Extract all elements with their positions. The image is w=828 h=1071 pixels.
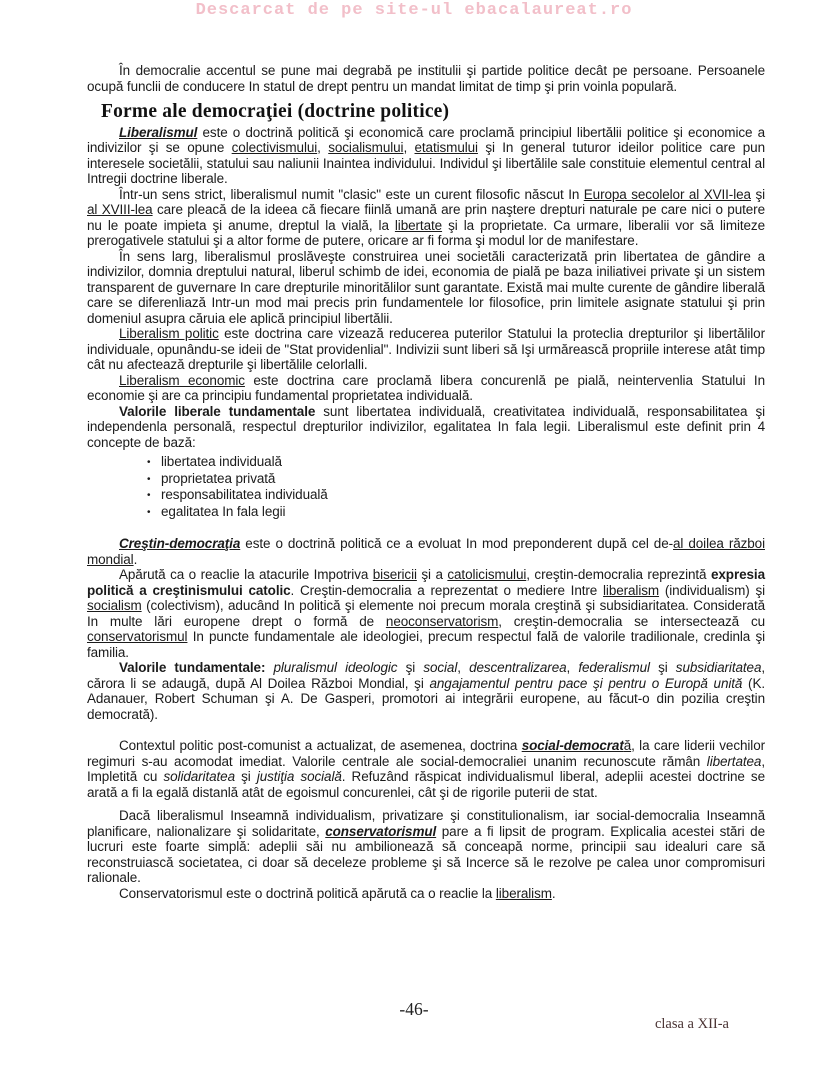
page-number: -46- (399, 999, 429, 1019)
para-crestin-democratia-aparitie (87, 567, 765, 660)
text-run: catolicismului (447, 567, 527, 582)
bullet-item-label: egalitatea In fala legii (161, 503, 286, 519)
text-run: ă (623, 738, 632, 753)
text-run: , (566, 660, 579, 675)
text-run: şi (649, 660, 676, 675)
para-liberalism-sens-larg (87, 249, 765, 327)
text-run: (individualism) şi (659, 582, 765, 598)
text-run: justiţia socială (256, 769, 342, 784)
text-run: Conservatorismul este o doctrină politică apărută ca o reaclie la (119, 885, 496, 901)
bullet-icon: • (147, 490, 151, 501)
text-run: angajamentul pentru pace şi pentru o Europă unită (429, 675, 743, 691)
text-run: al XVIII-lea (87, 202, 153, 217)
gap-3 (87, 800, 765, 808)
text-run: Liberalism economic (119, 372, 245, 388)
text-run: este doctrina care vizează reducerea puterilor Statului la proteclia drepturilor şi libertălilor individuale, opunându-se ideii de "Stat providenlial". Indivizii sunt liberi să Işi urmărească propriile interese atât timp cât nu afectează drepturile şi libertălile celorlalli. (87, 326, 765, 372)
text-run: Europa secolelor al XVII-lea (583, 186, 751, 202)
text-run: Valorile tundamentale: (119, 660, 266, 675)
text-run: Liberalism politic (119, 326, 219, 341)
bullet-item (147, 487, 765, 504)
text-run: Apărută ca o reaclie la atacurile Impotriva (119, 567, 373, 582)
bullet-item-label: proprietatea privată (161, 470, 276, 486)
text-run: solidaritatea (163, 769, 235, 784)
bullet-item (147, 504, 765, 521)
bullet-icon: • (147, 506, 151, 518)
text-run: libertate (394, 217, 443, 233)
class-label: clasa a XII-a (654, 1016, 729, 1032)
text-run: . (133, 551, 138, 567)
text-run: liberalism (495, 885, 552, 901)
gap-1 (87, 520, 765, 536)
heading-forme-ale-democratiei: Forme ale democraţiei (doctrine politice) (101, 101, 450, 122)
text-run: , Impletită cu (87, 753, 765, 784)
text-run: Dacă liberalismul Inseamnă individualism, privatizare şi constitulionalism, iar social-democralia Inseamnă planificare, nalionalizare şi solidaritate, (87, 808, 765, 839)
text-run: conservatorismul (87, 629, 188, 644)
text-run: , la care liderii vechilor regimuri s-au acomodat imediat. Valorile centrale ale social-democraliei unanim recunoscute rămân (87, 738, 765, 769)
text-run: descentralizarea (469, 660, 567, 675)
para-crestin-democratia (87, 536, 765, 567)
site-watermark: Descarcat de pe site-ul ebacalaureat.ro (195, 1, 633, 20)
document-body (87, 63, 765, 901)
bullet-icon: • (147, 457, 151, 468)
para-liberalism-sens-strict (87, 187, 765, 249)
text-run: , (317, 140, 329, 155)
text-run: . (551, 885, 556, 901)
text-run: libertatea (706, 753, 762, 769)
text-run: conservatorismul (325, 823, 437, 839)
bullet-icon: • (147, 473, 151, 485)
text-run: este o doctrină politică ce a evoluat In mod preponderent după cel de- (240, 536, 673, 551)
text-run: federalismul (578, 660, 650, 675)
text-run: pluralismul ideologic (273, 660, 398, 675)
document-blocks (87, 63, 765, 901)
text-run: este o doctrină politică şi economică care proclamă principiul libertălii politice şi economice a indivizilor şi se opune (87, 124, 765, 155)
para-liberalism-economic (87, 373, 765, 404)
text-run: Contextul politic post-comunist a actualizat, de asemenea, doctrina (119, 738, 522, 753)
text-run: al doilea război mondial (87, 536, 765, 567)
bullet-list-concepte-baza (87, 454, 765, 520)
para-valori-liberale (87, 404, 765, 451)
text-run: , (457, 660, 470, 675)
text-run: . Creştin-democralia a reprezentat o mediere Intre (290, 582, 604, 598)
text-run: Liberalismul (119, 124, 198, 140)
para-liberalism-politic (87, 326, 765, 373)
text-run: , (403, 140, 415, 155)
text-run: care pleacă de la ideea că fiecare fiinlă umană are prin naştere drepturi naturale pe care nici o putere nu le poate impieta şi anume, dreptul la vială, la (87, 202, 765, 233)
text-run: bisericii (372, 567, 417, 582)
text-run: şi la proprietate. Ca urmare, liberalii vor să limiteze prerogativele statului şi a altor forme de putere, oricare ar fi forma şi modul lor de manifestare. (87, 217, 765, 248)
text-run: şi (750, 186, 766, 202)
text-run: şi In general tuturor ideilor politice care pun interesele societălii, statului sau naliunii Inaintea individului. Individul şi libertălile sale constituie elementul central al Intregii doctrine liberale. (87, 140, 765, 186)
bullet-item-label: responsabilitatea individuală (161, 487, 328, 502)
text-run: . Refuzând răspicat individualismul liberal, adeplii acestei doctrine se arată a fi la egală distanlă atât de egoismul concurenlei, cât şi de rigorile puterii de stat. (87, 769, 765, 800)
gap-2 (87, 722, 765, 738)
para-social-democrata (87, 738, 765, 800)
text-run: In puncte fundamentale ale ideologiei, precum respectul fală de valorile tradilionale, credinla şi familia. (87, 629, 765, 660)
text-run: subsidiaritatea (675, 660, 762, 675)
text-run: pare a fi lipsit de program. Explicalia acestei stări de lucruri este foarte simplă: adeplii săi nu ambilionează să conceapă norme, principii sau idealuri care să reconstruiască societatea, ci doar să deceleze probleme şi să Incerce să le rezolve pe calea unor compromisuri ralionale. (87, 823, 765, 885)
text-run: social (423, 660, 458, 675)
bullet-item (147, 454, 765, 471)
text-run: sunt libertatea individuală, creativitatea individuală, responsabilitatea şi independenla personală, respectul drepturilor indivizilor, egalitatea In fala legii. Liberalismul este definit prin 4 concepte de bază: (87, 403, 765, 450)
para-liberalismul-definitie (87, 125, 765, 187)
text-run: liberalism (603, 582, 660, 598)
text-run: expresia politică a creştinismului catolic (87, 567, 765, 598)
text-run: Valorile liberale tundamentale (119, 403, 316, 419)
para-conservatorism-reactie (87, 886, 765, 902)
text-run: socialism (87, 598, 142, 613)
text-run: etatismului (414, 140, 478, 155)
text-run: În democralie accentul se pune mai degrabă pe institulii şi partide politice decât pe persoane. Persoanele ocupă funclii de conducere In statul de drept pentru un mandat limitat de timp şi prin voinla populară. (87, 63, 765, 94)
text-run: Într-un sens strict, liberalismul numit "clasic" este un curent filosofic născut In (119, 186, 584, 202)
para-valori-fundamentale (87, 660, 765, 722)
text-run: , creştin-democralia reprezintă (526, 567, 711, 582)
text-run (265, 660, 273, 675)
text-run: În sens larg, liberalismul proslăveşte construirea unei societăli caracterizată prin libertatea de gândire a indivizilor, domnia dreptului natural, liberul schimb de idei, economia de pială pe baza iniliativei private şi un sistem transparent de guvernare In care drepturile minoritălilor sunt garantate. Există mai multe curente de gândire liberală care se diferenliază Intr-un mod mai precis prin fundamentele lor filosofice, prin limitele asignate statului şi prin domeniul asupra căruia ele aplică principiul libertălii. (87, 248, 765, 326)
text-run: neoconservatorism (385, 613, 499, 629)
text-run: colectivismului (231, 140, 318, 155)
text-run: şi (234, 769, 257, 784)
text-run: şi (397, 660, 424, 675)
text-run: social-democrat (521, 738, 624, 753)
text-run: socialismului (328, 140, 404, 155)
text-run: (colectivism), aducând In politică şi elemente noi precum morala creştină şi subsidiaritatea. Considerată In multe lări europene drept o formă de (87, 598, 765, 629)
text-run: este doctrina care proclamă libera concurenlă pe pială, neintervenlia Statului In economie şi are ca principiu fundamental proprietatea individuală. (87, 372, 765, 403)
bullet-item (147, 471, 765, 488)
text-run: , cărora li se adaugă, după Al Doilea Război Mondial, şi (87, 660, 766, 691)
text-run: , creştin-democralia se intersectează cu (498, 613, 765, 629)
text-run: (K. Adanauer, Robert Schuman şi A. De Gasperi, promotori ai integrării europene, au făcut-o din pozilia creştin democrată). (87, 675, 766, 722)
text-run: şi a (416, 567, 448, 582)
para-conservatorismul (87, 808, 765, 886)
para-democratie-intro (87, 63, 765, 94)
bullet-item-label: libertatea individuală (161, 454, 282, 469)
text-run: Creştin-democraţia (119, 536, 241, 551)
